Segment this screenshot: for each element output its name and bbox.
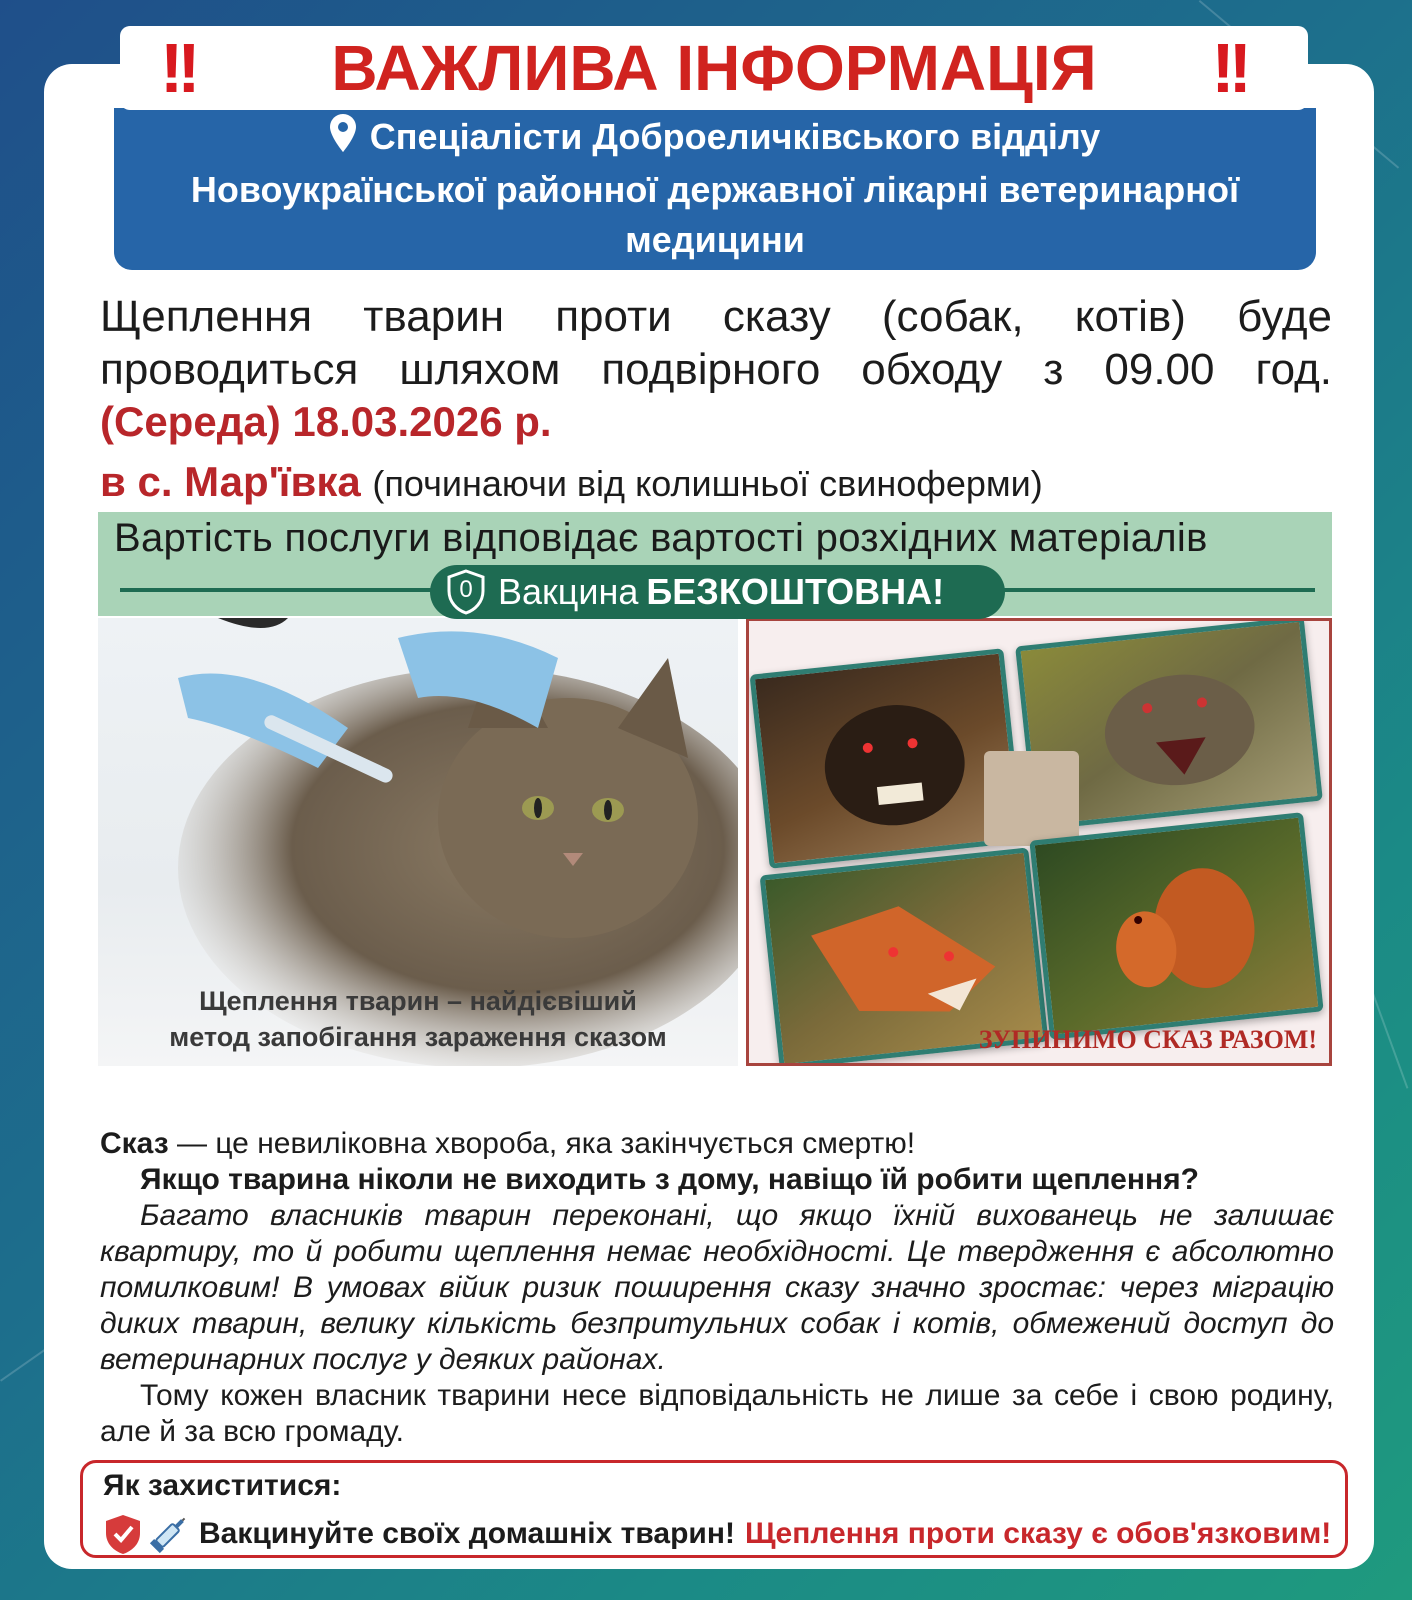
syringe-icon bbox=[147, 1513, 191, 1555]
mandatory-notice: Щеплення проти сказу є обов'язковим! bbox=[744, 1517, 1332, 1550]
title-box bbox=[120, 26, 1308, 110]
indoor-question: Якщо тварина ніколи не виходить з дому, навіщо їй робити щеплення? bbox=[140, 1163, 1199, 1196]
divider-right bbox=[995, 588, 1315, 592]
vaccine-label: Вакцина bbox=[498, 571, 639, 612]
stop-rabies-caption: ЗУПИНИМО СКАЗ РАЗОМ! bbox=[978, 1025, 1317, 1054]
squirrel-photo bbox=[1029, 812, 1323, 1040]
cost-text: Вартість послуги відповідає вартості розхідних матеріалів bbox=[114, 516, 1208, 560]
alarm-left-icon: !! bbox=[160, 29, 195, 107]
announcement-line-2: проводиться шляхом подвірного обходу з 09.00 год. bbox=[100, 345, 1332, 394]
cat-vaccination-photo bbox=[98, 618, 738, 1066]
misconception-paragraph: Багато власників тварин переконані, що якщо їхній вихованець не залишає квартиру, то й робити щеплення немає необхідності. Це твердження є абсолютно помилковим! В умовах війик ризик поширення сказу значно зростає: через міграцію диких тварин, велику кількість безпритульних собак і котів, обмежений доступ до ветеринарних послуг у деяких районах. bbox=[100, 1199, 1334, 1376]
location-pin-icon bbox=[330, 114, 356, 165]
shield-icon bbox=[446, 569, 486, 615]
village-name: в с. Мар'ївка bbox=[100, 458, 361, 505]
left-caption-line-1: Щеплення тварин – найдієвіший bbox=[199, 986, 637, 1016]
protection-line bbox=[103, 1513, 1331, 1555]
banner-line-2: Новоукраїнської районної державної лікарні ветеринарної bbox=[190, 168, 1240, 210]
shield-check-icon bbox=[103, 1513, 143, 1555]
free-vaccine-badge bbox=[430, 565, 1005, 619]
rabies-term: Сказ bbox=[100, 1127, 169, 1160]
responsibility-paragraph: Тому кожен власник тварини несе відповідальність не лише за себе і свою родину, але й за всю громаду. bbox=[100, 1379, 1334, 1448]
vaccination-announcement bbox=[100, 290, 1332, 396]
left-caption-line-2: метод запобігання зараження сказом bbox=[169, 1022, 667, 1052]
vaccine-free-label: БЕЗКОШТОВНА! bbox=[646, 571, 945, 612]
dog-photo bbox=[750, 648, 1024, 869]
protection-title: Як захиститися: bbox=[103, 1469, 342, 1502]
rabies-definition bbox=[100, 1126, 1334, 1162]
rabid-animals-collage bbox=[746, 618, 1332, 1066]
village-note: (починаючи від колишньої свиноферми) bbox=[372, 463, 1043, 504]
small-cat-photo bbox=[984, 751, 1079, 846]
village-line bbox=[100, 458, 1043, 506]
banner-text-1: Спеціалісти Доброеличківського відділу bbox=[369, 116, 1101, 157]
banner-line-3: медицини bbox=[625, 218, 805, 260]
shield-symbol: 0 bbox=[459, 576, 473, 603]
left-photo-caption bbox=[98, 983, 738, 1055]
organizer-banner bbox=[114, 108, 1316, 270]
rabies-definition-text: — це невиліковна хвороба, яка закінчується смертю! bbox=[168, 1127, 916, 1160]
alarm-right-icon: !! bbox=[1211, 29, 1246, 107]
banner-line-1 bbox=[114, 112, 1316, 165]
divider-left bbox=[120, 588, 440, 592]
rabies-info bbox=[100, 1126, 1334, 1450]
vaccinate-call: Вакцинуйте своїх домашніх тварин! bbox=[199, 1517, 735, 1550]
page-title: ВАЖЛИВА ІНФОРМАЦІЯ bbox=[331, 32, 1097, 104]
vaccination-date: (Середа) 18.03.2026 р. bbox=[100, 398, 552, 445]
announcement-line-1: Щеплення тварин проти сказу (собак, котів) буде bbox=[100, 292, 1332, 341]
protection-box bbox=[80, 1460, 1348, 1558]
